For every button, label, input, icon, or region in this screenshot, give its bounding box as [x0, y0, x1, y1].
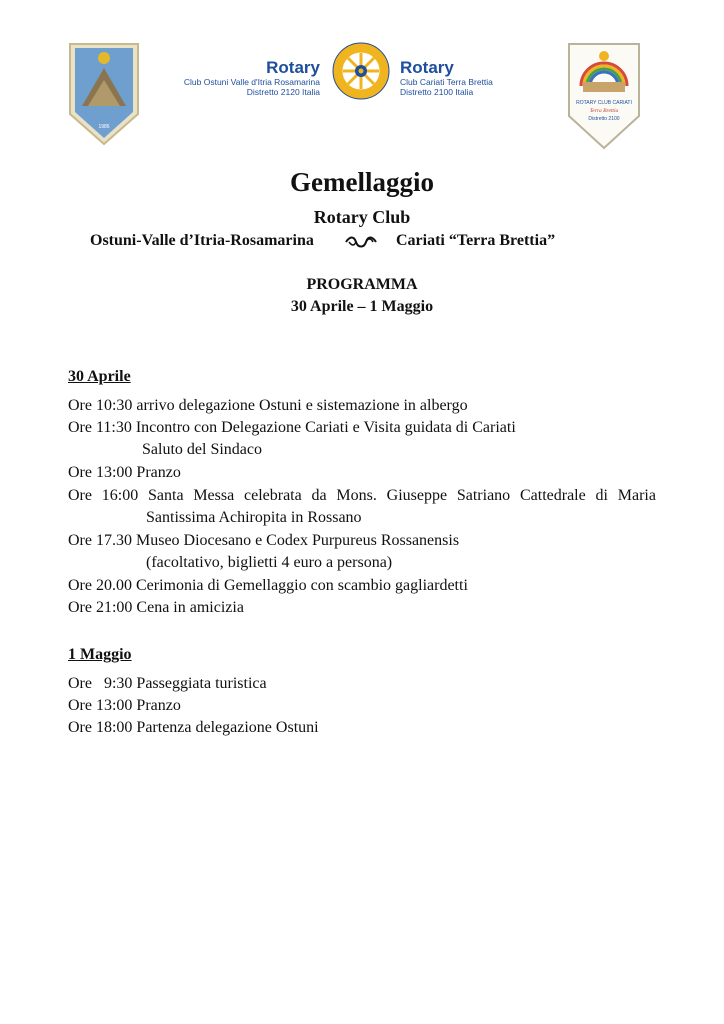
schedule-item: Ore 10:30 arrivo delegazione Ostuni e sistemazione in albergo: [68, 397, 468, 414]
schedule-item: Ore 20.00 Cerimonia di Gemellaggio con scambio gagliardetti: [68, 577, 468, 594]
ostuni-club-pennant-logo: [68, 42, 140, 146]
document-title: Gemellaggio: [290, 167, 434, 197]
schedule-item-continuation: Saluto del Sindaco: [142, 441, 262, 458]
schedule-item: Ore 13:00 Pranzo: [68, 697, 181, 714]
schedule-word: da: [311, 487, 327, 504]
rotary-brand-left: Rotary: [266, 58, 320, 77]
schedule-word: celebrata: [244, 487, 302, 504]
ostuni-club-name: Club Ostuni Valle d'Itria Rosamarina: [183, 77, 320, 87]
right-pennant-line3: Distretto 2100: [588, 116, 620, 122]
program-heading: PROGRAMMA: [306, 276, 418, 293]
schedule-item: Ore 21:00 Cena in amicizia: [68, 599, 244, 616]
day1-heading: 30 Aprile: [68, 368, 131, 385]
ornament-icon: [344, 235, 378, 249]
schedule-item-justified: [68, 487, 656, 505]
day2-heading: 1 Maggio: [68, 646, 132, 663]
ostuni-club-district: Distretto 2120 Italia: [246, 87, 320, 97]
ostuni-club-logo: [160, 58, 320, 97]
rotary-wheel-icon: [332, 42, 390, 100]
schedule-word: 16:00: [101, 487, 139, 504]
schedule-word: Santa: [148, 487, 184, 504]
schedule-item-continuation: (facoltativo, biglietti 4 euro a persona): [146, 554, 393, 571]
program-dates: 30 Aprile – 1 Maggio: [290, 298, 434, 315]
schedule-word: Giuseppe: [386, 487, 448, 504]
document-subtitle: Rotary Club: [313, 207, 411, 227]
schedule-word: Satriano: [456, 487, 511, 504]
right-pennant-line1: ROTARY CLUB CARIATI: [576, 100, 632, 106]
schedule-word: Maria: [617, 487, 656, 504]
cariati-club-name: Club Cariati Terra Brettia: [400, 77, 493, 87]
club-cariati-name: Cariati “Terra Brettia”: [396, 232, 556, 249]
pennant-year: 1986: [98, 124, 110, 130]
cariati-club-district: Distretto 2100 Italia: [400, 87, 474, 97]
schedule-word: di: [595, 487, 608, 504]
cariati-club-pennant-logo: [567, 42, 641, 150]
schedule-item: Ore 17.30 Museo Diocesano e Codex Purpureus Rossanensis: [68, 532, 460, 549]
schedule-word: Cattedrale: [519, 487, 586, 504]
schedule-item: Ore 11:30 Incontro con Delegazione Cariati e Visita guidata di Cariati: [68, 419, 516, 436]
right-pennant-line2: Terra Brettia: [589, 108, 619, 114]
rotary-brand-right: Rotary: [400, 58, 454, 77]
cariati-club-logo: [400, 58, 560, 97]
schedule-word: Ore: [68, 487, 92, 504]
schedule-item: Ore 18:00 Partenza delegazione Ostuni: [68, 719, 319, 736]
schedule-word: Messa: [193, 487, 235, 504]
club-ostuni-name: Ostuni-Valle d’Itria-Rosamarina: [90, 232, 314, 249]
schedule-word: Mons.: [336, 487, 377, 504]
schedule-item: Ore 13:00 Pranzo: [68, 464, 181, 481]
schedule-item: Ore 9:30 Passeggiata turistica: [68, 675, 267, 692]
schedule-item-continuation: Santissima Achiropita in Rossano: [146, 509, 362, 526]
